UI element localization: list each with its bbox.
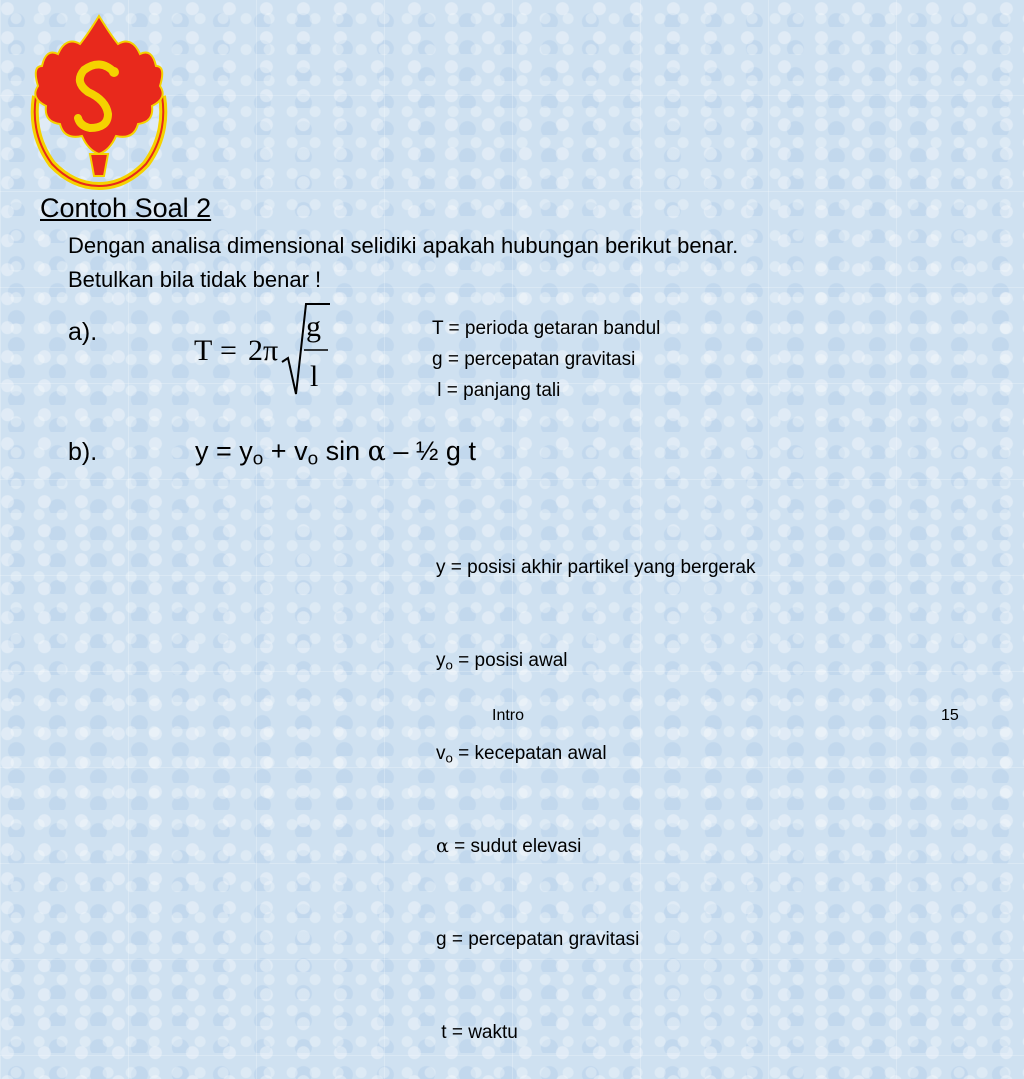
- intro-line-1: Dengan analisa dimensional selidiki apakah hubungan berikut benar.: [68, 233, 739, 258]
- definition-item: $y_o$ = posisi awal: [436, 650, 568, 673]
- part-a-label: a).: [68, 318, 98, 346]
- definition-item: g = percepatan gravitasi: [436, 929, 640, 950]
- definition-item: t = waktu: [436, 1022, 518, 1043]
- intro-line-2: Betulkan bila tidak benar !: [68, 267, 322, 292]
- university-emblem-icon: [28, 14, 170, 190]
- formula-lhs: T: [194, 334, 213, 367]
- definition-item: α = sudut elevasi: [436, 835, 582, 857]
- definition-item: y = posisi akhir partikel yang bergerak: [436, 557, 756, 578]
- formula-denominator: l: [310, 360, 319, 393]
- definition-item: g = percepatan gravitasi: [432, 349, 636, 370]
- definition-item: $v_o$ = kecepatan awal: [436, 743, 607, 766]
- slide-title: Contoh Soal 2: [40, 193, 212, 223]
- slide-number: 15: [941, 707, 959, 724]
- part-b-label: b).: [68, 438, 98, 466]
- part-a-definitions: [432, 313, 660, 406]
- projectile-formula: $y = y_o + v_o$ sin α – ½ g t: [195, 436, 476, 470]
- definition-item: T = perioda getaran bandul: [432, 318, 661, 339]
- definition-item: l = panjang tali: [432, 380, 561, 401]
- pendulum-formula: [190, 300, 340, 398]
- part-b-definitions: [436, 490, 755, 1079]
- formula-coefficient: 2π: [248, 334, 279, 367]
- formula-equals: =: [220, 334, 237, 367]
- formula-numerator: g: [306, 310, 321, 343]
- footer-title: Intro: [492, 707, 525, 724]
